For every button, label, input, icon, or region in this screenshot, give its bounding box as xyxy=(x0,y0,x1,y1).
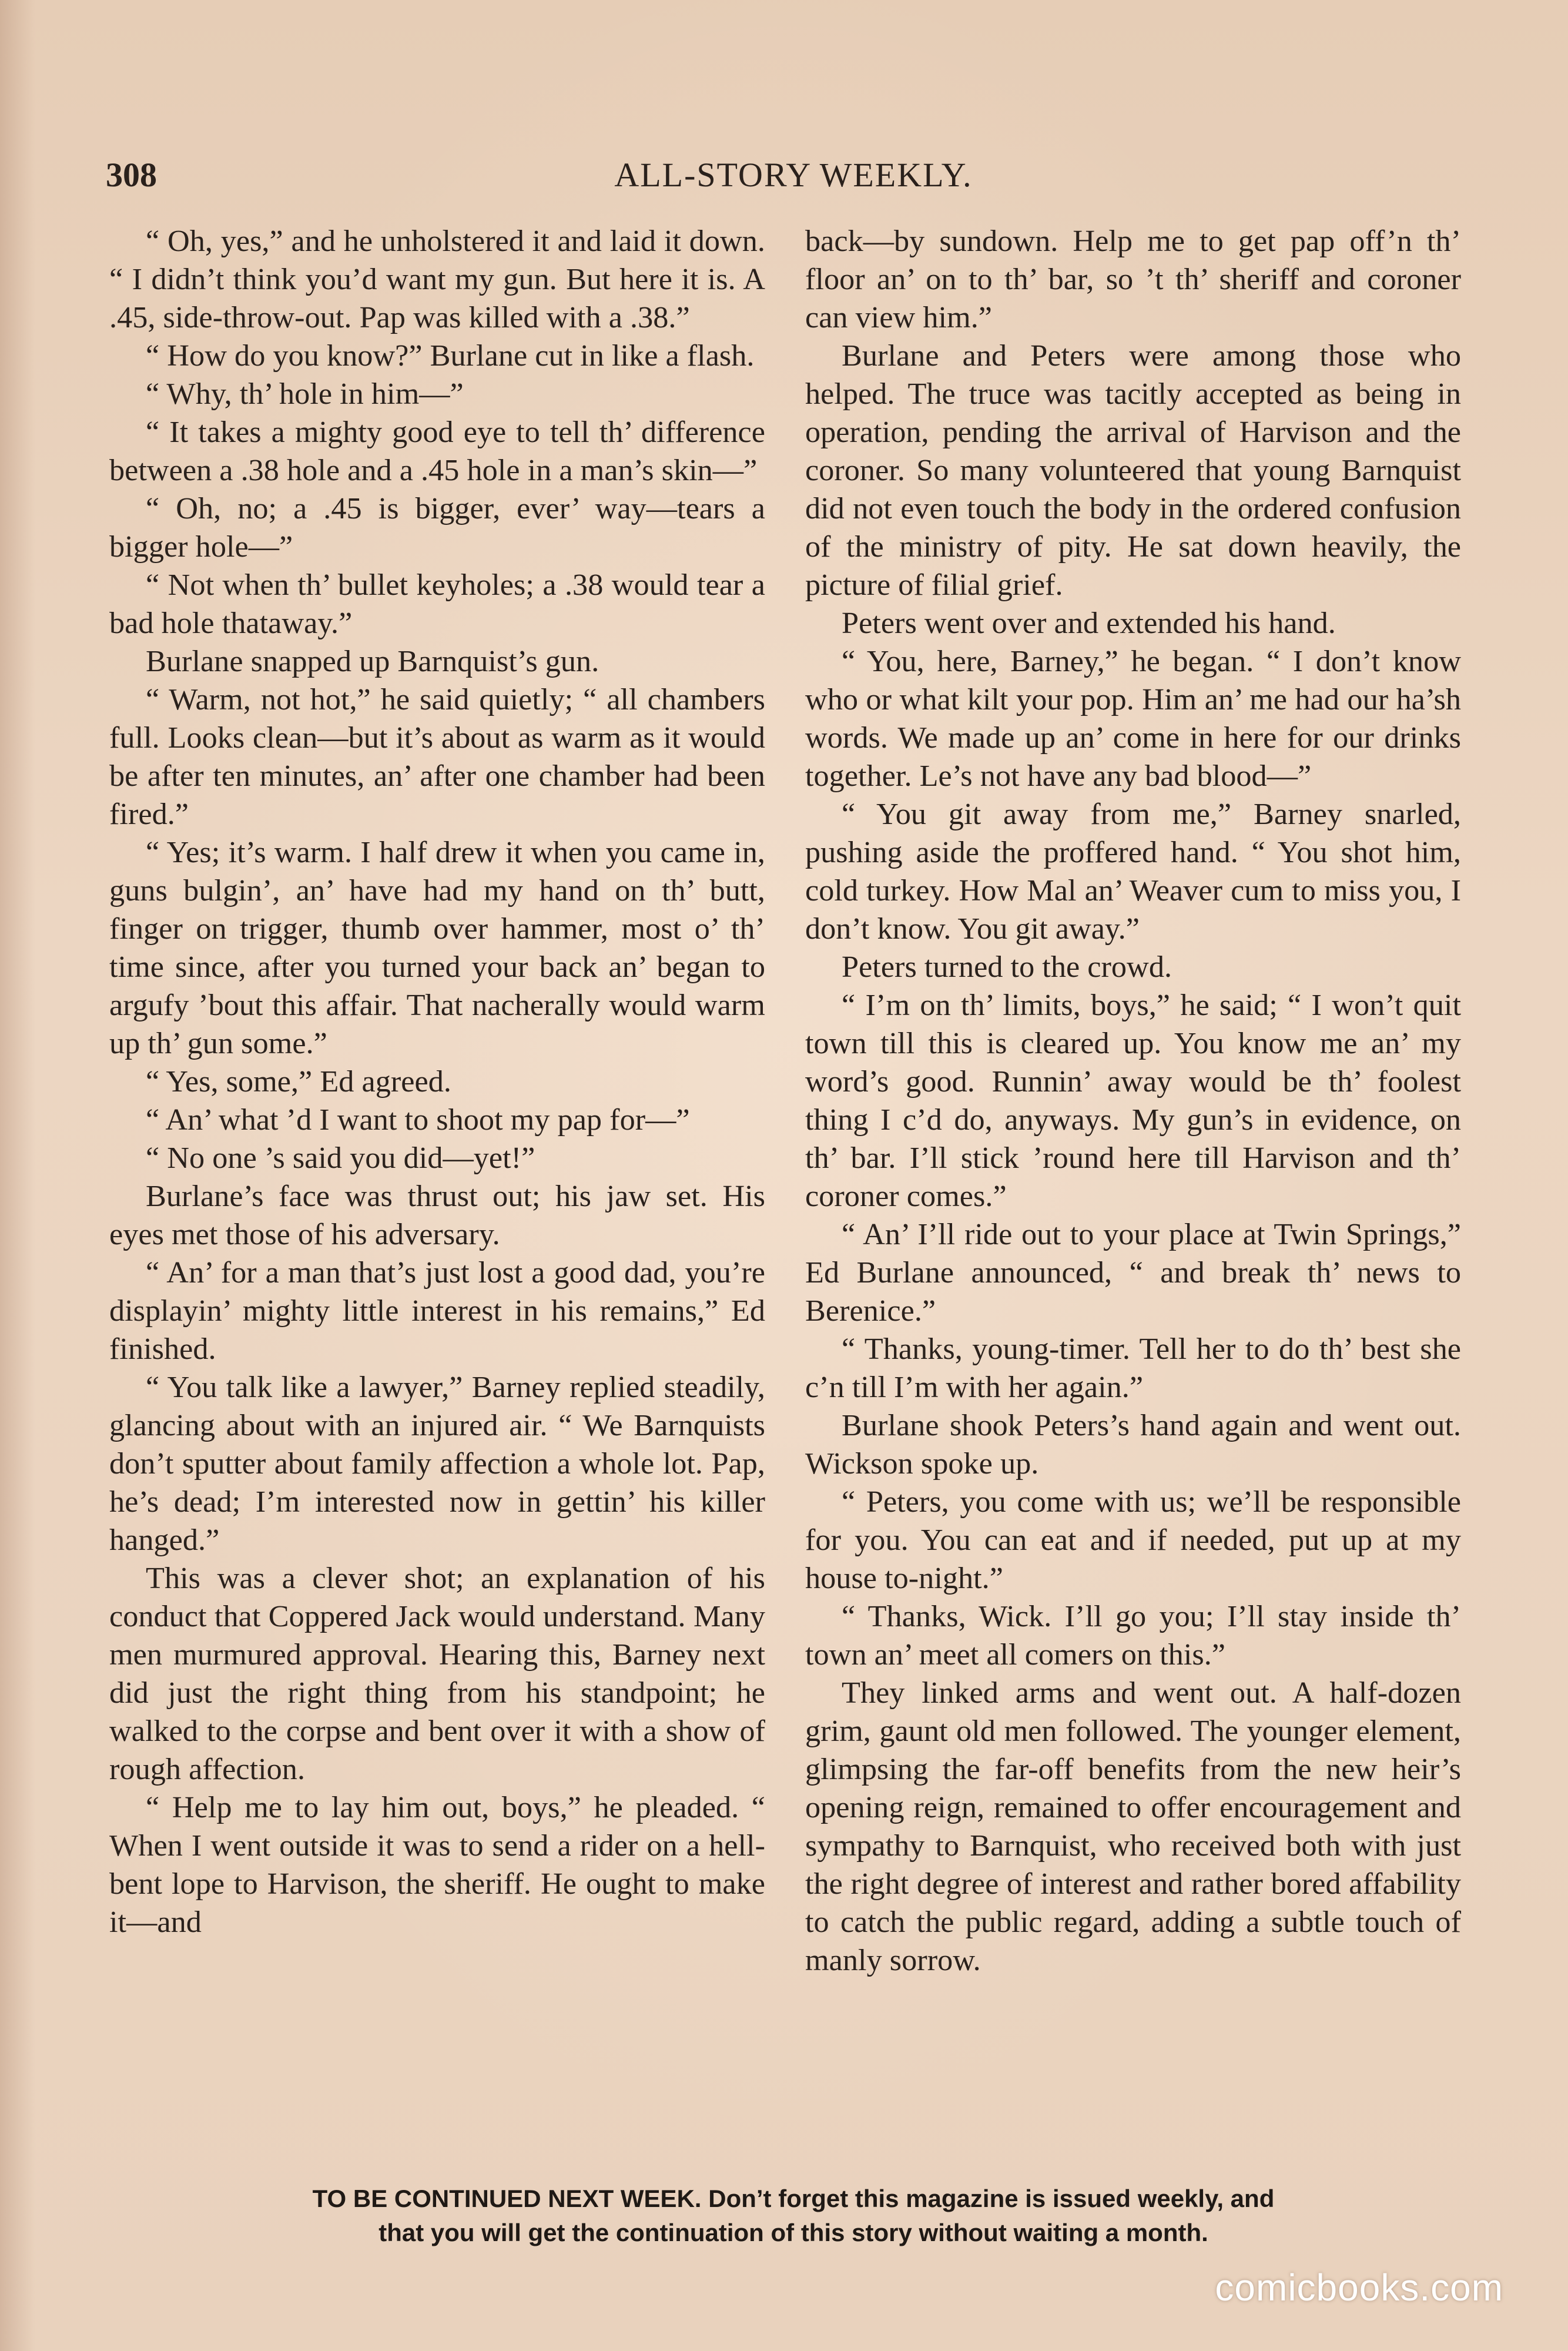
paragraph: “ You git away from me,” Barney snarled, pushing aside the proffered hand. “ You shot him, cold turkey. How Mal an’ Weaver cum to miss you, I don’t know. You git away.” xyxy=(805,797,1461,946)
continuation-notice-line-2: that you will get the continuation of this story without waiting a month. xyxy=(378,2219,1208,2246)
watermark: comicbooks.com xyxy=(1215,2266,1503,2309)
paragraph: Burlane snapped up Barnquist’s gun. xyxy=(146,644,599,678)
paragraph: “ You, here, Barney,” he began. “ I don’t know who or what kilt your pop. Him an’ me had our ha’sh words. We made up an’ come in here for our drinks together. Le’s not have any bad blood—” xyxy=(805,644,1461,793)
paragraph: “ Thanks, young-timer. Tell her to do th’ best she c’n till I’m with her again.” xyxy=(805,1332,1461,1404)
paragraph: “ An’ what ’d I want to shoot my pap for—” xyxy=(146,1103,690,1137)
paragraph: “ Oh, no; a .45 is bigger, ever’ way—tears a bigger hole—” xyxy=(109,491,765,564)
paragraph: “ Not when th’ bullet keyholes; a .38 would tear a bad hole thataway.” xyxy=(109,568,765,640)
paragraph: “ Thanks, Wick. I’ll go you; I’ll stay inside th’ town an’ meet all comers on this.” xyxy=(805,1599,1461,1672)
paragraph: Peters went over and extended his hand. xyxy=(842,606,1336,640)
paragraph-continued: back—by sundown. Help me to get pap off’n th’ floor an’ on to th’ bar, so ’t th’ sheriff and coroner can view him.” xyxy=(805,224,1461,334)
paragraph: “ Help me to lay him out, boys,” he pleaded. “ When I went outside it was to send a rider on a hell-bent lope to Harvison, the sheriff. He ought to make it—and xyxy=(109,1790,765,1939)
paragraph: “ An’ I’ll ride out to your place at Twin Springs,” Ed Burlane announced, “ and break th’ news to Berenice.” xyxy=(805,1217,1461,1328)
paragraph: “ Yes; it’s warm. I half drew it when you came in, guns bulgin’, an’ have had my hand on th’ butt, finger on trigger, thumb over hammer, most o’ th’ time since, after you turned your back an’ began to argufy ’bout this affair. That nacherally would warm up th’ gun some.” xyxy=(109,835,765,1060)
page-header xyxy=(106,152,1481,199)
paragraph: “ How do you know?” Burlane cut in like a flash. xyxy=(146,339,755,373)
page-edge-shadow xyxy=(0,0,35,2351)
paragraph: “ You talk like a lawyer,” Barney replied steadily, glancing about with an injured air. “ We Barnquists don’t sputter about family affection a whole lot. Pap, he’s dead; I’m interested now in gettin’ his killer hanged.” xyxy=(109,1370,765,1557)
paragraph: “ Why, th’ hole in him—” xyxy=(146,377,464,411)
right-column xyxy=(805,222,1461,2168)
paragraph: “ Warm, not hot,” he said quietly; “ all chambers full. Looks clean—but it’s about as warm as it would be after ten minutes, an’ after one chamber had been fired.” xyxy=(109,682,765,831)
paragraph: “ Yes, some,” Ed agreed. xyxy=(146,1064,451,1099)
paragraph: They linked arms and went out. A half-dozen grim, gaunt old men followed. The younger element, glimpsing the far-off benefits from the new heir’s opening reign, remained to offer encouragement and sympathy to Barnquist, who received both with just the right degree of interest and rather bored affability to catch the public regard, adding a subtle touch of manly sorrow. xyxy=(805,1676,1461,1977)
paragraph: “ Oh, yes,” and he unholstered it and laid it down. “ I didn’t think you’d want my gun. But here it is. A .45, side-throw-out. Pap was killed with a .38.” xyxy=(109,224,765,334)
running-title: ALL-STORY WEEKLY. xyxy=(614,156,973,194)
left-column xyxy=(109,222,765,2168)
paragraph: Burlane shook Peters’s hand again and went out. Wickson spoke up. xyxy=(805,1408,1461,1481)
paragraph: “ An’ for a man that’s just lost a good dad, you’re displayin’ mighty little interest in his remains,” Ed finished. xyxy=(109,1255,765,1366)
paragraph: “ I’m on th’ limits, boys,” he said; “ I won’t quit town till this is cleared up. You know me an’ my word’s good. Runnin’ away would be th’ foolest thing I c’d do, anyways. My gun’s in evidence, on th’ bar. I’ll stick ’round here till Harvison and th’ coroner comes.” xyxy=(805,988,1461,1213)
page-number: 308 xyxy=(106,156,157,194)
continuation-notice-line-1: TO BE CONTINUED NEXT WEEK. Don’t forget this magazine is issued weekly, and xyxy=(312,2185,1275,2212)
paragraph: “ It takes a mighty good eye to tell th’ difference between a .38 hole and a .45 hole in a man’s skin—” xyxy=(109,415,765,487)
paragraph: Burlane’s face was thrust out; his jaw set. His eyes met those of his adversary. xyxy=(109,1179,765,1251)
paragraph: “ No one ’s said you did—yet!” xyxy=(146,1141,535,1175)
paragraph: Burlane and Peters were among those who helped. The truce was tacitly accepted as being in operation, pending the arrival of Harvison and the coroner. So many volunteered that young Barnquist did not even touch the body in the ordered confusion of the ministry of pity. He sat down heavily, the picture of filial grief. xyxy=(805,339,1461,602)
story-body xyxy=(109,222,1461,2168)
paragraph: “ Peters, you come with us; we’ll be responsible for you. You can eat and if needed, put up at my house to-night.” xyxy=(805,1485,1461,1595)
paragraph: This was a clever shot; an explanation of his conduct that Coppered Jack would understand. Many men murmured approval. Hearing this, Barney next did just the right thing from his standpoint; he walked to the corpse and bent over it with a show of rough affection. xyxy=(109,1561,765,1786)
paragraph: Peters turned to the crowd. xyxy=(842,950,1172,984)
